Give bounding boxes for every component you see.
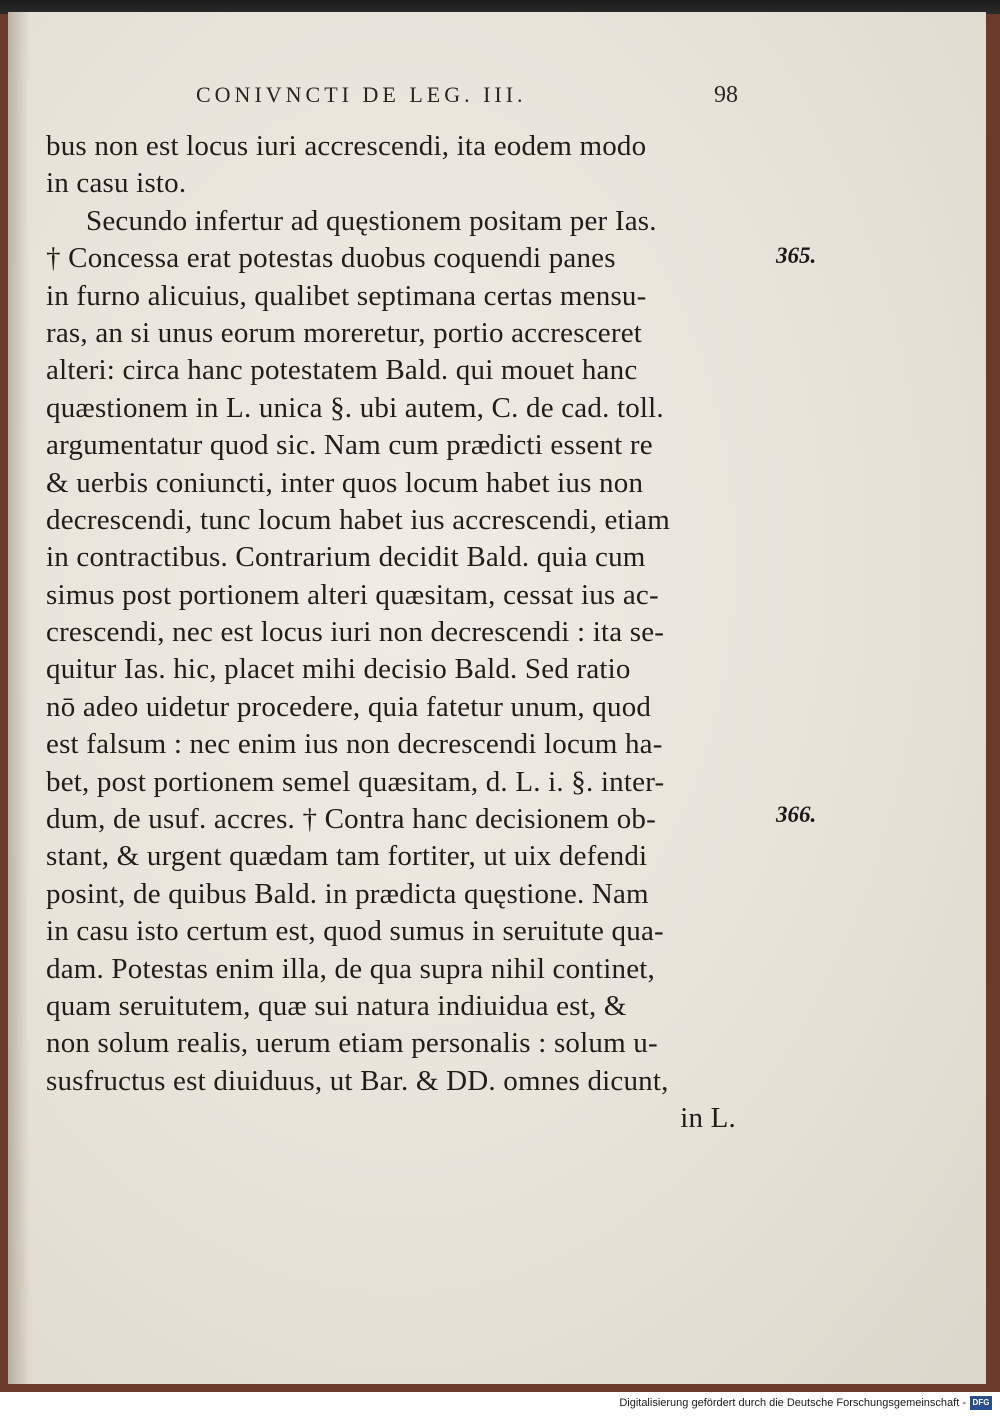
catchword: in L. — [680, 1102, 736, 1135]
page-number: 98 — [714, 82, 738, 108]
text-line: quæstionem in L. unica §. ubi autem, C. de cad. toll. — [46, 391, 664, 424]
footer-bar — [0, 1392, 1000, 1417]
text-line: bus non est locus iuri accrescendi, ita eodem modo — [46, 130, 647, 162]
text-line: dam. Potestas enim illa, de qua supra nihil continet, — [46, 952, 656, 985]
dfg-logo-icon: DFG — [970, 1396, 992, 1410]
text-line: alteri: circa hanc potestatem Bald. qui mouet hanc — [46, 354, 638, 387]
text-line: in casu isto. — [46, 167, 187, 200]
gutter-shadow — [8, 12, 30, 1384]
text-line: quam seruitutem, quæ sui natura indiuidua est, & — [46, 989, 627, 1022]
text-line: bet, post portionem semel quæsitam, d. L. i. §. inter- — [46, 765, 665, 798]
text-line: crescendi, nec est locus iuri non decrescendi : ita se- — [46, 616, 665, 649]
text-line: argumentatur quod sic. Nam cum prædicti essent re — [46, 429, 653, 462]
funding-credit: Digitalisierung gefördert durch die Deutsche Forschungsgemeinschaft - — [619, 1397, 966, 1409]
text-line: est falsum : nec enim ius non decrescendi locum ha- — [46, 728, 663, 761]
margin-note-366: 366. — [776, 802, 817, 827]
text-line: ras, an si unus eorum moreretur, portio accresceret — [46, 316, 643, 349]
text-line: & uerbis coniuncti, inter quos locum habet ius non — [46, 466, 644, 499]
text-line: decrescendi, tunc locum habet ius accrescendi, etiam — [46, 503, 670, 536]
text-line: quitur Ias. hic, placet mihi decisio Bald. Sed ratio — [46, 653, 631, 686]
text-line: dum, de usuf. accres. † Contra hanc decisionem ob- — [46, 803, 656, 836]
text-line: susfructus est diuiduus, ut Bar. & DD. omnes dicunt, — [46, 1064, 669, 1097]
text-line: Secundo infertur ad quęstionem positam per Ias. — [86, 204, 657, 237]
text-line: † Concessa erat potestas duobus coquendi panes — [46, 242, 616, 275]
margin-note-365: 365. — [776, 243, 817, 268]
text-line: non solum realis, uerum etiam personalis : solum u- — [46, 1027, 658, 1060]
text-line: in contractibus. Contrarium decidit Bald. quia cum — [46, 541, 646, 574]
text-line: simus post portionem alteri quæsitam, cessat ius ac- — [46, 578, 659, 611]
text-line: posint, de quibus Bald. in prædicta quęstione. Nam — [46, 877, 649, 910]
text-line: in furno alicuius, qualibet septimana certas mensu- — [46, 279, 647, 312]
text-line: stant, & urgent quædam tam fortiter, ut uix defendi — [46, 840, 648, 873]
body-text — [46, 128, 746, 1138]
running-title: CONIVNCTI DE LEG. III. — [196, 82, 527, 107]
text-line: nō adeo uidetur procedere, quia fatetur unum, quod — [46, 690, 652, 723]
text-line: in casu isto certum est, quod sumus in seruitute qua- — [46, 915, 664, 948]
